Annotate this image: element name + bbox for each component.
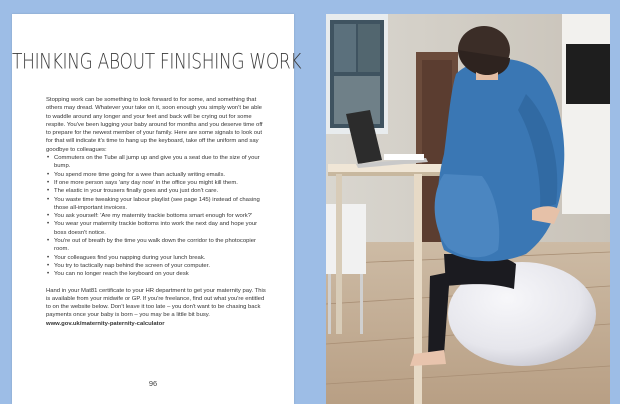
- list-item: • You ask yourself: 'Are my maternity trackie bottoms smart enough for work?': [54, 212, 268, 220]
- right-page: [326, 14, 610, 404]
- desk-leg: [414, 174, 422, 404]
- calculator-link[interactable]: www.gov.uk/maternity-paternity-calculator: [46, 320, 165, 327]
- list-item: • You wear your maternity trackie bottoms into work the next day and hope your boss doesn't notice.: [54, 220, 268, 237]
- page-number: 96: [148, 379, 158, 388]
- left-page: [12, 14, 302, 404]
- intro-paragraph: Stopping work can be something to look forward to for some, and something that others may dread. Whatever your take on it, soon enough you simply won't be able to waddle around any longer and your feet and back will be crying out for some respite. You've been lugging your baby around for months and you deserve time off to prepare for the newest member of your family. Here are some signals to look out for that will indicate it's time to hang up the keyboard, take off the uniform and say goodbye to colleagues:: [46, 97, 263, 153]
- lamp: [566, 44, 610, 104]
- list-item: • Your colleagues find you napping during your lunch break.: [54, 254, 268, 262]
- list-item: • If one more person says 'any day now' in the office you might kill them.: [54, 179, 268, 187]
- page-title: THINKING ABOUT FINISHING WORK: [12, 49, 302, 75]
- list-item: • You spend more time going for a wee than actually writing emails.: [54, 171, 268, 179]
- list-item: • You can no longer reach the keyboard on your desk: [54, 270, 268, 278]
- signals-list: [46, 154, 268, 278]
- list-item: • You try to tactically nap behind the screen of your computer.: [54, 262, 268, 270]
- list-item: • You're out of breath by the time you walk down the corridor to the photocopier room.: [54, 237, 268, 254]
- list-item: • You waste time tweaking your labour playlist (see page 145) instead of chasing those all-important invoices.: [54, 196, 268, 213]
- outro-paragraph: [46, 287, 268, 328]
- list-item: • The elastic in your trousers finally goes and you just don't care.: [54, 187, 268, 195]
- list-item: • Commuters on the Tube all jump up and give you a seat due to the size of your bump.: [54, 154, 268, 171]
- body-text: [46, 96, 268, 328]
- outro-text: Hand in your Mat81 certificate to your HR department to get your maternity pay. This is available from your midwife or GP. If you're freelance, find out what you're entitled to on the website below. Don't leave it too late – you don't want to be chasing back payments once your baby is born – you may be a little bit busy.: [46, 287, 266, 319]
- pregnant-woman-on-exercise-ball-photo: [326, 14, 610, 404]
